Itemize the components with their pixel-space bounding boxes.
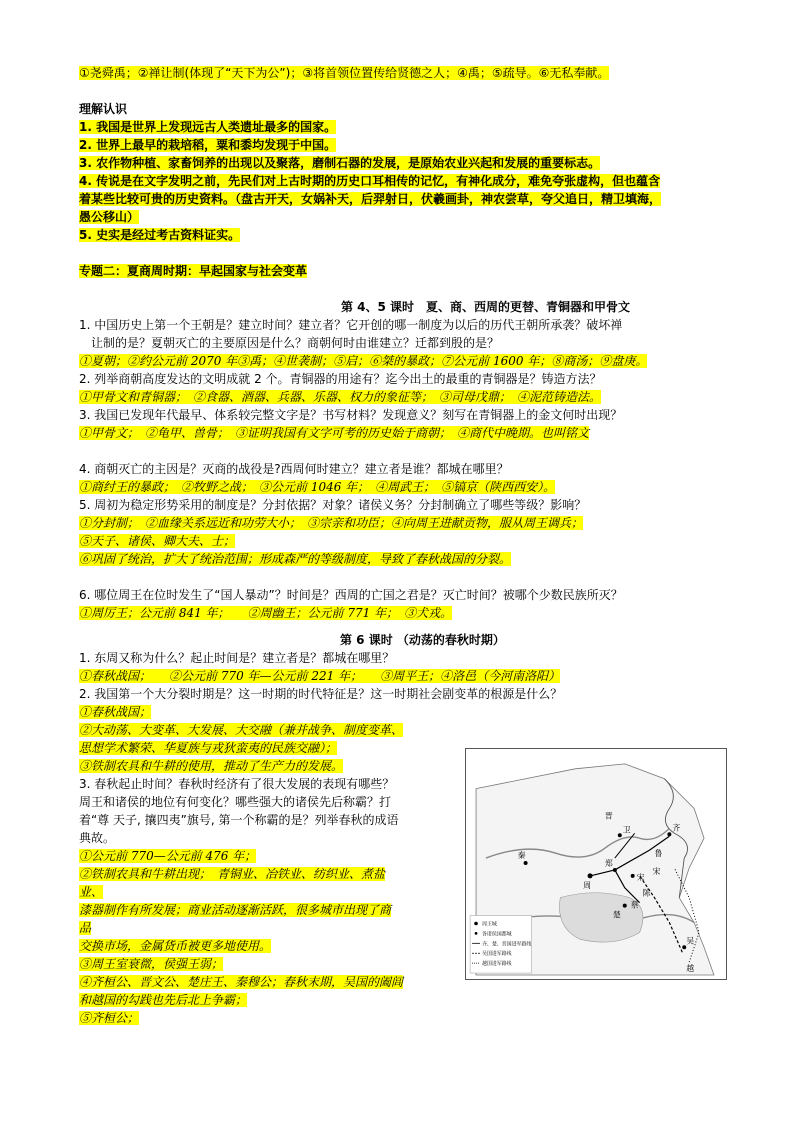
text-line: 4. 传说是在文字发明之前，先民们对上古时期的历史口耳相传的记忆，有神化成分，难免夸张虚构，但也蕴含 [79, 174, 661, 188]
lesson-title: 第 4、5 课时 夏、商、西周的更替、青铜器和甲骨文 [341, 300, 631, 314]
answer-line: 交换市场，金属货币被更多地使用。 [79, 939, 272, 953]
answer-line: ④齐桓公、晋文公、楚庄王、秦穆公；春秋末期，吴国的阖闾 [79, 975, 404, 989]
question-line: 着“尊 天子, 攘四夷”旗号, 第一个称霸的是？列举春秋的成语 [79, 813, 399, 827]
answer-line: ①夏朝；②约公元前 2070 年③禹；④世袭制；⑤启；⑥桀的暴政；⑦公元前 1600 年；⑧商汤；⑨盘庚。 [79, 354, 648, 368]
section-heading: 理解认识 [79, 102, 128, 116]
question-line: 2. 我国第一个大分裂时期是？这一时期的时代特征是？这一时期社会剧变革的根源是什么？ [79, 687, 563, 701]
text-line: 愚公移山） [79, 210, 140, 224]
answer-line: ⑤天子、诸侯、卿大夫、士； [79, 534, 236, 548]
answer-line: ②铁制农具和牛耕出现； 青铜业、冶铁业、纺织业、煮盐 [79, 867, 386, 881]
answer-line: ③周王室衰微，侯强王弱； [79, 957, 224, 971]
map-label: 宋 [636, 872, 645, 882]
city-marker [631, 874, 635, 878]
city-marker [588, 873, 593, 878]
text-line: 2. 世界上最早的栽培稻，粟和黍均发现于中国。 [79, 138, 337, 152]
map-label: 齐 [672, 823, 681, 833]
map-label: 吴 [686, 936, 695, 946]
answer-line: ①春秋战国； ②公元前 770 年—公元前 221 年； ③周平王；④洛邑（今河南洛阳） [79, 669, 561, 683]
question-line: 典故。 [79, 831, 116, 845]
answer-line: ①甲骨文和青铜器； ②食器、酒器、兵器、乐器、权力的象征等； ③司母戊鼎； ④泥范铸造法。 [79, 390, 602, 404]
question-line: 5. 周初为稳定形势采用的制度是？分封依据？对象？诸侯义务？分封制确立了哪些等级？影响？ [79, 498, 587, 512]
answer-line: 品 [79, 921, 92, 935]
spring-autumn-map [465, 748, 727, 980]
text-line: 3. 农作物种植、家畜饲养的出现以及聚落，磨制石器的发展，是原始农业兴起和发展的重要标志。 [79, 156, 601, 170]
question-line: 2. 列举商朝高度发达的文明成就 2 个。青铜器的用途有？迄今出土的最重的青铜器是？铸造方法？ [79, 372, 602, 386]
text-line: 着某些比较可贵的历史资料。（盘古开天，女娲补天，后羿射日，伏羲画卦，神农尝草，夸父追日，精卫填海， [79, 192, 662, 206]
legend-label: 吴国进军路线 [481, 951, 512, 958]
legend-label: 周王城 [481, 921, 497, 928]
map-label: 郑 [604, 858, 613, 868]
legend-capital-icon [474, 922, 478, 926]
question-line: 周王和诸侯的地位有何变化？哪些强大的诸侯先后称霸？打 [79, 795, 392, 809]
question-line: 4. 商朝灭亡的主因是？灭商的战役是?西周何时建立？建立者是谁？都城在哪里？ [79, 462, 509, 476]
answer-line: 业、 [79, 885, 104, 899]
answer-line: 思想学术繁荣、华夏族与戎狄蛮夷的民族交融）； [79, 741, 338, 755]
city-marker [682, 945, 686, 949]
text-line: 1. 我国是世界上发现远古人类遗址最多的国家。 [79, 120, 337, 134]
map-svg [466, 749, 726, 979]
map-label: 卫 [622, 825, 631, 835]
map-label: 蔡 [630, 900, 639, 910]
question-line: 6. 哪位周王在位时发生了“国人暴动”？时间是？西周的亡国之君是？灭亡时间？被哪个少数民族所灭？ [79, 588, 623, 602]
legend-label: 各诸侯国都城 [481, 931, 512, 938]
map-label: 越 [686, 964, 695, 974]
city-marker [524, 861, 528, 865]
legend-label: 越国进军路线 [481, 961, 512, 968]
question-line: 1. 东周又称为什么？起止时间是？建立者是？都城在哪里？ [79, 651, 395, 665]
topic-heading: 专题二：夏商周时期：早起国家与社会变革 [79, 264, 308, 278]
text-line: ①尧舜禹；②禅让制(体现了“天下为公”)；③将首领位置传给贤德之人；④禹；⑤疏导。⑥无私奉献。 [79, 66, 610, 80]
answer-line: ⑥巩固了统治，扩大了统治范围；形成森严的等级制度，导致了春秋战国的分裂。 [79, 552, 512, 566]
legend-city-icon [475, 932, 478, 935]
map-label: 秦 [517, 851, 526, 861]
city-marker [613, 868, 617, 872]
answer-line: ②大动荡、大变革、大发展、大交融（兼并战争、制度变革、 [79, 723, 404, 737]
map-label: 晋 [604, 811, 613, 821]
answer-line: ①公元前 770—公元前 476 年； [79, 849, 257, 863]
map-label: 陈 [642, 888, 651, 898]
map-label: 宋 [652, 866, 661, 876]
answer-line: ①商纣王的暴政； ②牧野之战； ③公元前 1046 年； ④周武王； ⑤镐京（陕西西安）。 [79, 480, 556, 494]
map-label: 楚 [612, 910, 621, 920]
answer-line: ①甲骨文； ②龟甲、兽骨； ③证明我国有文字可考的历史始于商朝； ④商代中晚期。也叫铭文 [79, 426, 590, 440]
answer-line: ⑤齐桓公； [79, 1011, 140, 1025]
question-line: 1. 中国历史上第一个王朝是？建立时间？建立者？它开创的哪一制度为以后的历代王朝所承袭？破坏禅 [79, 318, 623, 332]
answer-line: 和越国的勾践也先后北上争霸； [79, 993, 248, 1007]
legend-label: 齐、楚、晋国进军路线 [481, 941, 532, 948]
question-line: 让制的是？夏朝灭亡的主要原因是什么？商朝何时由谁建立？迁都到殷的是？ [91, 336, 500, 350]
answer-line: ①周厉王；公元前 841 年； ②周幽王；公元前 771 年； ③犬戎。 [79, 606, 453, 620]
text-line: 5. 史实是经过考古资料证实。 [79, 228, 241, 242]
city-marker [623, 904, 627, 908]
map-label: 周 [583, 880, 592, 890]
city-marker [618, 833, 622, 837]
map-label: 鲁 [654, 849, 663, 859]
lesson-title: 第 6 课时 （动荡的春秋时期） [340, 633, 505, 647]
city-marker [667, 832, 671, 836]
answer-line: ③铁制农具和牛耕的使用，推动了生产力的发展。 [79, 759, 344, 773]
answer-line: 漆器制作有所发展；商业活动逐渐活跃，很多城市出现了商 [79, 903, 392, 917]
answer-line: ①春秋战国； [79, 705, 152, 719]
answer-line: ①分封制； ②血缘关系远近和功劳大小； ③宗亲和功臣；④向周王进献贡物，服从周王调兵； [79, 516, 584, 530]
question-line: 3. 春秋起止时间？春秋时经济有了很大发展的表现有哪些？ [79, 777, 395, 791]
question-line: 3. 我国已发现年代最早、体系较完整文字是？书写材料？发现意义？刻写在青铜器上的金文何时出现？ [79, 408, 623, 422]
